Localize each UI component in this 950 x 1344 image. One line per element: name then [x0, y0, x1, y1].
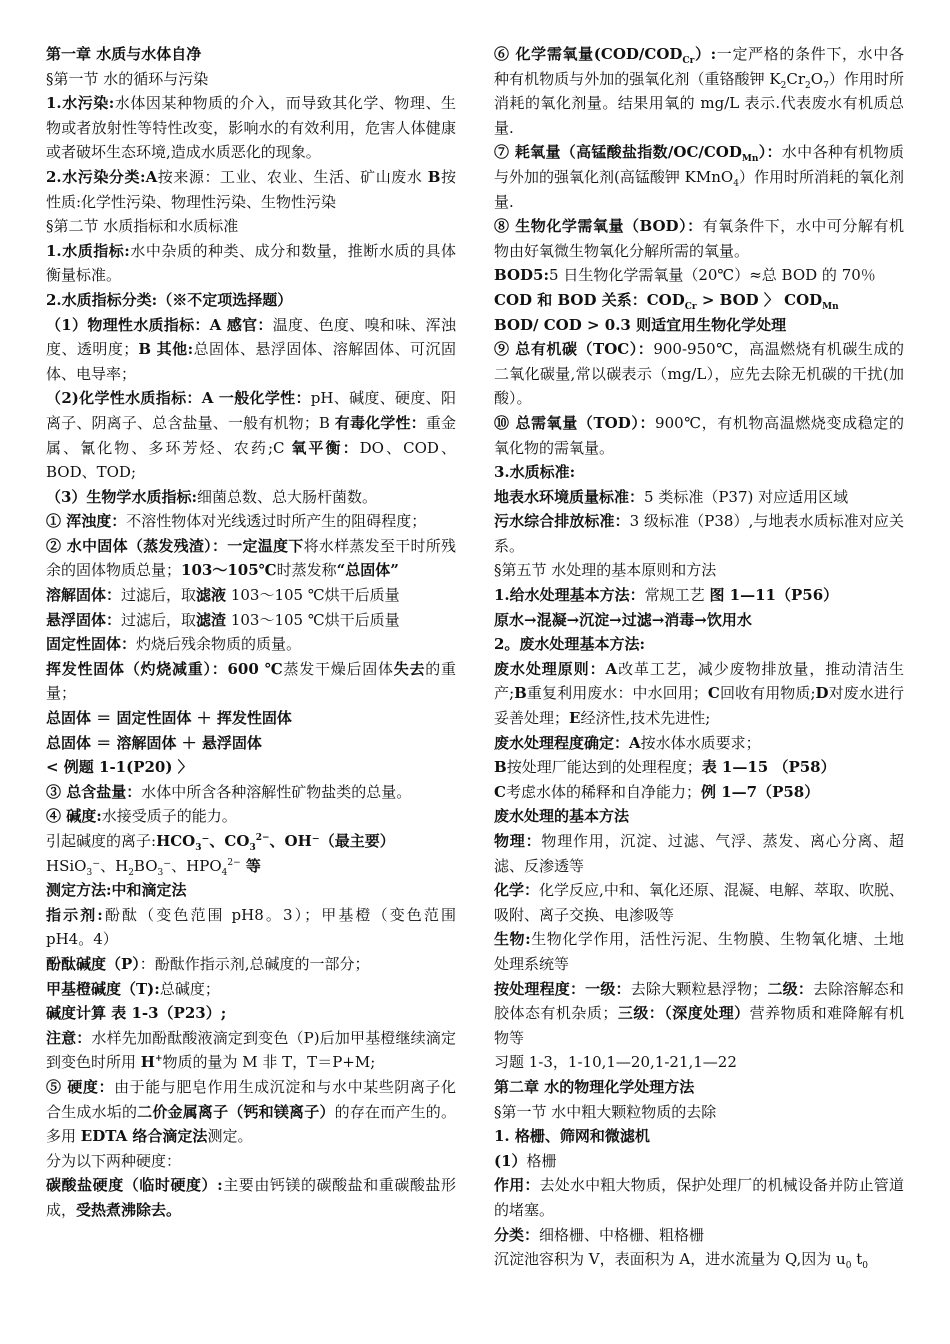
- text-run: 例 1—7（P58）: [700, 782, 820, 801]
- text-run: 等: [240, 856, 261, 875]
- text-run: 失去: [393, 659, 426, 678]
- text-run: 3: [86, 867, 93, 878]
- text-run: 3: [157, 867, 164, 878]
- right-paragraph: [494, 657, 904, 731]
- text-run: ⁻、H: [92, 856, 129, 875]
- text-run: §第二节 水质指标和水质标准: [46, 217, 239, 236]
- text-run: ④ 碱度:: [46, 807, 102, 826]
- left-paragraph: [46, 657, 456, 706]
- text-run: 甲基橙碱度（T):: [46, 979, 160, 998]
- text-run: 水中各种有机物质与外加的强氧化剂(高锰酸钾 KMnO: [494, 143, 904, 186]
- text-run: 习题 1-3，1-10,1—20,1-21,1—22: [494, 1053, 737, 1072]
- right-paragraph: [494, 140, 904, 214]
- text-run: 0: [845, 1261, 852, 1272]
- text-run: 时蒸发称: [276, 561, 337, 580]
- text-run: 二价金属离子（钙和镁离子）: [137, 1102, 335, 1121]
- left-paragraph: [46, 829, 456, 854]
- left-paragraph: [46, 804, 456, 829]
- left-paragraph: [46, 534, 456, 583]
- right-paragraph: [494, 485, 904, 510]
- text-run: Cr: [786, 69, 806, 88]
- text-run: 碱度计算 表 1-3（P23）;: [46, 1004, 227, 1023]
- text-run: ③ 总含盐量：: [46, 782, 142, 801]
- text-run: 总固体 ＝ 溶解固体 ＋ 悬浮固体: [46, 733, 262, 752]
- text-run: 物理：: [494, 832, 542, 850]
- text-run: ⑧ 生物化学需氧量（BOD）：: [494, 217, 703, 236]
- text-run: D: [815, 684, 829, 703]
- left-paragraph: [46, 1149, 456, 1174]
- text-run: pH、碱度、硬度、阳离子、阴离子、总含盐量、一般有机物；B: [46, 389, 456, 432]
- right-paragraph: [494, 829, 904, 878]
- text-run: 物质的量为 M 非 T，T＝P+M;: [162, 1053, 376, 1072]
- text-run: B 其他:: [138, 340, 194, 359]
- text-run: > BOD 〉 COD: [696, 290, 823, 309]
- text-run: 7: [823, 80, 829, 91]
- text-run: 滤渣: [196, 610, 227, 629]
- text-run: 3: [195, 843, 202, 853]
- text-run: 酚酞碱度（P）: [46, 954, 140, 973]
- text-run: Cr: [684, 301, 697, 312]
- right-paragraph: [494, 1223, 904, 1248]
- left-paragraph: [46, 706, 456, 731]
- text-run: “总固体”: [336, 561, 399, 580]
- text-run: 污水综合排放标准：: [494, 512, 630, 531]
- text-run: 注意：: [46, 1028, 92, 1047]
- text-run: 将水样蒸发至干时所残余的固体物质总量；: [46, 536, 456, 580]
- text-run: 4: [221, 867, 228, 878]
- text-run: C: [707, 684, 720, 703]
- right-paragraph: [494, 878, 904, 927]
- text-run: 考虑水体的稀释和自净能力；: [505, 782, 701, 801]
- text-run: 103～105℃: [181, 561, 277, 580]
- right-paragraph: [494, 1100, 904, 1125]
- text-run: 1.水污染:: [46, 94, 115, 113]
- text-run: 沉淀池容积为 V，表面积为 A，进水流量为 Q,因为 u: [494, 1250, 846, 1269]
- text-run: 不溶性物体对光线透过时所产生的阻碍程度；: [126, 512, 427, 531]
- text-run: 营养物质和难降解有机物等: [494, 1004, 904, 1047]
- right-paragraph: [494, 731, 904, 756]
- text-run: 化学：: [494, 881, 540, 900]
- text-run: EDTA 络合滴定法: [80, 1127, 208, 1146]
- left-paragraph: [46, 1001, 456, 1026]
- text-run: 受热煮沸除去。: [76, 1200, 182, 1219]
- text-run: t: [851, 1250, 863, 1269]
- left-paragraph: [46, 583, 456, 608]
- right-paragraph: [494, 313, 904, 338]
- text-run: 主要由钙镁的碳酸盐和重碳酸盐形成，: [46, 1176, 456, 1219]
- text-run: 固定性固体：: [46, 635, 137, 654]
- right-column: [494, 42, 904, 1272]
- left-paragraph: [46, 165, 456, 214]
- text-run: 按性质:化学性污染、物理性污染、生物性污染: [46, 167, 456, 211]
- text-run: 三级：（深度处理）: [617, 1004, 750, 1023]
- left-paragraph: [46, 214, 456, 239]
- text-run: 常规工艺: [644, 586, 710, 605]
- text-run: 挥发性固体（灼烧减重）：600 ℃: [46, 659, 284, 678]
- text-run: (1）: [494, 1151, 527, 1170]
- text-run: 过滤后，取: [121, 610, 197, 629]
- left-paragraph: [46, 608, 456, 633]
- text-run: BOD/ COD > 0.3 则适宜用生物化学处理: [494, 315, 787, 334]
- right-paragraph: [494, 509, 904, 558]
- text-run: ）：: [758, 143, 782, 162]
- left-paragraph: [46, 632, 456, 657]
- text-run: 过滤后，取: [121, 586, 197, 605]
- left-paragraph: [46, 1075, 456, 1149]
- text-run: 900-950℃，高温燃烧有机碳生成的二氧化碳量,常以碳表示（mg/L），应先去除无机碳的干扰(加酸）。: [494, 340, 904, 408]
- text-run: 2: [780, 80, 787, 91]
- text-run: 地表水环境质量标准：: [494, 487, 645, 506]
- text-run: < 例题 1-1(P20) 〉: [46, 758, 193, 777]
- text-run: 的重量；: [46, 659, 456, 703]
- right-paragraph: [494, 263, 904, 288]
- text-run: 细格栅、中格栅、粗格栅: [539, 1225, 705, 1244]
- right-paragraph: [494, 1173, 904, 1222]
- text-run: 改革工艺，减少废物排放量，推动清洁生产;: [494, 659, 904, 703]
- text-run: 指示剂:: [46, 905, 103, 924]
- text-run: 总碱度；: [159, 979, 220, 998]
- right-paragraph: [494, 411, 904, 460]
- text-run: 去除大颗粒悬浮物；: [630, 979, 768, 998]
- text-run: 3: [249, 843, 256, 853]
- text-run: ）作用时所消耗的氧化剂量.: [494, 167, 904, 211]
- text-run: 废水处理原则：A: [494, 659, 618, 678]
- text-run: §第五节 水处理的基本原则和方法: [494, 561, 717, 580]
- left-paragraph: [46, 977, 456, 1002]
- text-run: 按处理程度：一级：: [494, 979, 631, 998]
- text-run: Mn: [822, 301, 839, 312]
- left-paragraph: [46, 952, 456, 977]
- text-run: 5 日生物化学需氧量（20℃）≈总 BOD 的 70％: [549, 266, 876, 285]
- text-run: （3）生物学水质指标:: [46, 487, 197, 506]
- text-run: 格栅: [526, 1151, 557, 1170]
- text-run: 生物:: [494, 930, 531, 949]
- text-run: 水中杂质的种类、成分和数量，推断水质的具体衡量标准。: [46, 241, 456, 285]
- right-paragraph: [494, 583, 904, 608]
- left-paragraph: [46, 67, 456, 92]
- text-run: 2: [805, 80, 811, 91]
- text-run: §第一节 水的循环与污染: [46, 69, 209, 88]
- right-paragraph: [494, 1124, 904, 1149]
- text-run: ② 水中固体（蒸发残渣）：一定温度下: [46, 536, 304, 555]
- text-run: 作用：: [494, 1176, 540, 1195]
- left-paragraph: [46, 485, 456, 510]
- right-paragraph: [494, 632, 904, 657]
- text-run: 悬浮固体：: [46, 610, 122, 629]
- text-run: 分类：: [494, 1225, 540, 1244]
- text-run: 由于能与肥皂作用生成沉淀和与水中某些阴离子化合生成水垢的: [46, 1077, 456, 1121]
- text-run: 1.给水处理基本方法：: [494, 586, 645, 605]
- text-run: 2.水污染分类:A: [46, 167, 158, 186]
- left-paragraph: [46, 239, 456, 288]
- text-run: 4: [733, 178, 739, 189]
- text-run: 2.水质指标分类:（※不定项选择题）: [46, 290, 293, 309]
- text-run: BOD5:: [494, 266, 550, 285]
- text-run: Mn: [741, 154, 759, 165]
- text-run: ⑨ 总有机碳（TOC）：: [494, 340, 654, 359]
- text-run: 2: [128, 867, 134, 878]
- text-run: 、OH⁻（最主要）: [269, 832, 395, 850]
- text-run: 二级：: [767, 979, 814, 998]
- text-run: ：酚酞作指示剂,总碱度的一部分；: [139, 954, 370, 973]
- text-run: 有毒化学性：: [334, 413, 426, 432]
- left-paragraph: [46, 1173, 456, 1222]
- text-run: 蒸发干燥后固体: [283, 659, 394, 678]
- text-run: HCO: [156, 832, 196, 850]
- right-paragraph: [494, 558, 904, 583]
- text-run: 的存在而产生的。多用: [46, 1102, 456, 1146]
- left-paragraph: [46, 780, 456, 805]
- right-paragraph: [494, 755, 904, 780]
- right-paragraph: [494, 977, 904, 1051]
- right-paragraph: [494, 1075, 904, 1100]
- text-run: E: [569, 709, 581, 728]
- text-run: 2−: [255, 833, 270, 843]
- text-run: 表 1—15 （P58）: [701, 758, 836, 777]
- left-paragraph: [46, 91, 456, 165]
- text-run: 重金属、氰化物、多环芳烃、农药;C: [46, 413, 456, 457]
- text-run: 一定严格的条件下，水中各种有机物质与外加的强氧化剂（重铬酸钾 K: [494, 45, 904, 88]
- right-paragraph: [494, 927, 904, 976]
- text-run: O: [810, 69, 824, 88]
- right-paragraph: [494, 1247, 904, 1272]
- text-run: H: [140, 1053, 155, 1072]
- left-paragraph: [46, 878, 456, 903]
- text-run: ）作用时所消耗的氧化剂量。结果用氧的 mg/L 表示.代表废水有机质总量.: [494, 69, 904, 137]
- text-run: 103～105 ℃烘干后质量: [226, 586, 400, 605]
- text-run: 水样先加酚酞酸液滴定到变色（P)后加甲基橙继续滴定到变色时所用: [46, 1028, 456, 1072]
- text-run: +: [154, 1054, 163, 1065]
- text-run: §第一节 水中粗大颗粒物质的去除: [494, 1102, 717, 1121]
- text-run: ① 浑浊度：: [46, 512, 127, 531]
- text-run: 测定。: [207, 1127, 253, 1146]
- text-run: 水体因某种物质的介入，而导致其化学、物理、生物或者放射性等特性改变，影响水的有效利用，危害人体健康或者破坏生态环境,造成水质恶化的现象。: [46, 94, 456, 162]
- text-run: 回收有用物质;: [719, 684, 816, 703]
- text-run: 图 1—11（P56）: [709, 586, 839, 605]
- text-run: 按处理厂能达到的处理程度；: [506, 758, 702, 777]
- text-run: 水体中所含各种溶解性矿物盐类的总量。: [141, 782, 412, 801]
- text-run: 按来源：工业、农业、生活、矿山废水: [157, 167, 428, 186]
- text-run: DO、COD、BOD、TOD;: [46, 438, 456, 482]
- left-paragraph: [46, 854, 456, 879]
- text-run: 去除溶解态和胶体态有机杂质；: [494, 979, 904, 1023]
- text-run: 1. 格栅、筛网和微滤机: [494, 1127, 650, 1146]
- left-paragraph: [46, 509, 456, 534]
- right-paragraph: [494, 460, 904, 485]
- text-run: 物理作用，沉淀、过滤、气浮、蒸发、离心分离、超滤、反渗透等: [494, 832, 904, 875]
- text-run: Cr: [682, 56, 695, 66]
- right-paragraph: [494, 288, 904, 313]
- text-run: BO: [133, 856, 158, 875]
- text-run: 滤液: [196, 586, 227, 605]
- left-paragraph: [46, 42, 456, 67]
- text-run: 灼烧后残余物质的质量。: [136, 635, 302, 654]
- text-run: 分为以下两种硬度：: [46, 1151, 182, 1170]
- text-run: B: [427, 167, 441, 186]
- text-run: HSiO: [46, 856, 87, 875]
- text-run: （2)化学性水质指标：A 一般化学性：: [46, 389, 311, 408]
- text-run: 对废水进行妥善处理；: [494, 684, 904, 728]
- text-run: COD 和 BOD 关系：COD: [494, 290, 685, 309]
- text-run: 总固体 ＝ 固定性固体 ＋ 挥发性固体: [46, 709, 292, 728]
- text-run: 温度、色度、嗅和味、浑浊度、透明度；: [46, 315, 456, 359]
- right-paragraph: [494, 1050, 904, 1075]
- text-run: 测定方法:中和滴定法: [46, 881, 187, 900]
- text-run: ⁻、CO: [201, 832, 250, 850]
- left-paragraph: [46, 731, 456, 756]
- text-run: 重复利用废水：中水回用；: [526, 684, 708, 703]
- text-run: 有氧条件下，水中可分解有机物由好氧微生物氧化分解所需的氧量。: [494, 217, 904, 260]
- left-paragraph: [46, 1026, 456, 1075]
- text-run: 引起碱度的离子:: [46, 832, 157, 850]
- text-run: 总固体、悬浮固体、溶解固体、可沉固体、电导率；: [46, 340, 456, 383]
- text-run: 氧平衡：: [291, 438, 360, 457]
- text-run: 去处水中粗大物质，保护处理厂的机械设备并防止管道的堵塞。: [494, 1176, 904, 1219]
- text-run: 按水体水质要求；: [640, 733, 761, 752]
- right-paragraph: [494, 337, 904, 411]
- text-run: 3.水质标准:: [494, 463, 576, 482]
- text-run: 溶解固体：: [46, 586, 122, 605]
- text-run: 900℃，有机物高温燃烧变成稳定的氧化物的需氧量。: [494, 413, 904, 457]
- text-run: 第二章 水的物理化学处理方法: [494, 1077, 695, 1096]
- right-paragraph: [494, 214, 904, 263]
- left-paragraph: [46, 313, 456, 387]
- left-paragraph: [46, 386, 456, 484]
- text-run: （1）物理性水质指标：A 感官：: [46, 315, 273, 334]
- text-run: B: [494, 758, 507, 777]
- left-paragraph: [46, 755, 456, 780]
- text-run: 2。废水处理基本方法:: [494, 635, 645, 654]
- text-run: ⑦ 耗氧量（高锰酸盐指数/OC/COD: [494, 143, 742, 162]
- text-run: 酚酞（变色范围 pH8。3）；甲基橙（变色范围 pH4。4）: [46, 905, 456, 949]
- text-run: C: [494, 782, 506, 801]
- text-run: 2−: [227, 857, 241, 868]
- text-run: 0: [862, 1261, 868, 1272]
- text-run: 经济性,技术先进性;: [580, 709, 711, 728]
- text-run: 废水处理程度确定：A: [494, 733, 641, 752]
- text-run: 废水处理的基本方法: [494, 807, 630, 826]
- text-run: 碳酸盐硬度（临时硬度）:: [46, 1176, 223, 1195]
- right-paragraph: [494, 804, 904, 829]
- text-run: 1.水质指标:: [46, 241, 130, 260]
- text-run: ⑥ 化学需氧量(COD/COD: [494, 45, 683, 63]
- right-paragraph: [494, 1149, 904, 1174]
- text-run: 第一章 水质与水体自净: [46, 45, 202, 63]
- text-run: 生物化学作用，活性污泥、生物膜、生物氧化塘、土地处理系统等: [494, 930, 904, 973]
- text-run: 细菌总数、总大肠杆菌数。: [196, 487, 377, 506]
- text-run: 3 级标准（P38）,与地表水质标准对应关系。: [494, 512, 904, 555]
- text-run: 5 类标准（P37) 对应适用区域: [644, 487, 849, 506]
- right-paragraph: [494, 608, 904, 633]
- left-paragraph: [46, 903, 456, 952]
- text-run: ⑩ 总需氧量（TOD）：: [494, 413, 656, 432]
- right-paragraph: [494, 780, 904, 805]
- text-run: 水接受质子的能力。: [101, 807, 237, 826]
- text-run: 化学反应,中和、氧化还原、混凝、电解、萃取、吹脱、吸附、离子交换、电渗吸等: [494, 881, 904, 924]
- left-column: [46, 42, 456, 1223]
- text-run: ）:: [694, 45, 717, 63]
- text-run: B: [514, 684, 527, 703]
- text-run: ⑤ 硬度：: [46, 1077, 115, 1096]
- text-run: 103～105 ℃烘干后质量: [226, 610, 400, 629]
- left-paragraph: [46, 288, 456, 313]
- text-run: ⁻、HPO: [163, 856, 222, 875]
- right-paragraph: [494, 42, 904, 140]
- text-run: 原水→混凝→沉淀→过滤→消毒→饮用水: [494, 610, 752, 629]
